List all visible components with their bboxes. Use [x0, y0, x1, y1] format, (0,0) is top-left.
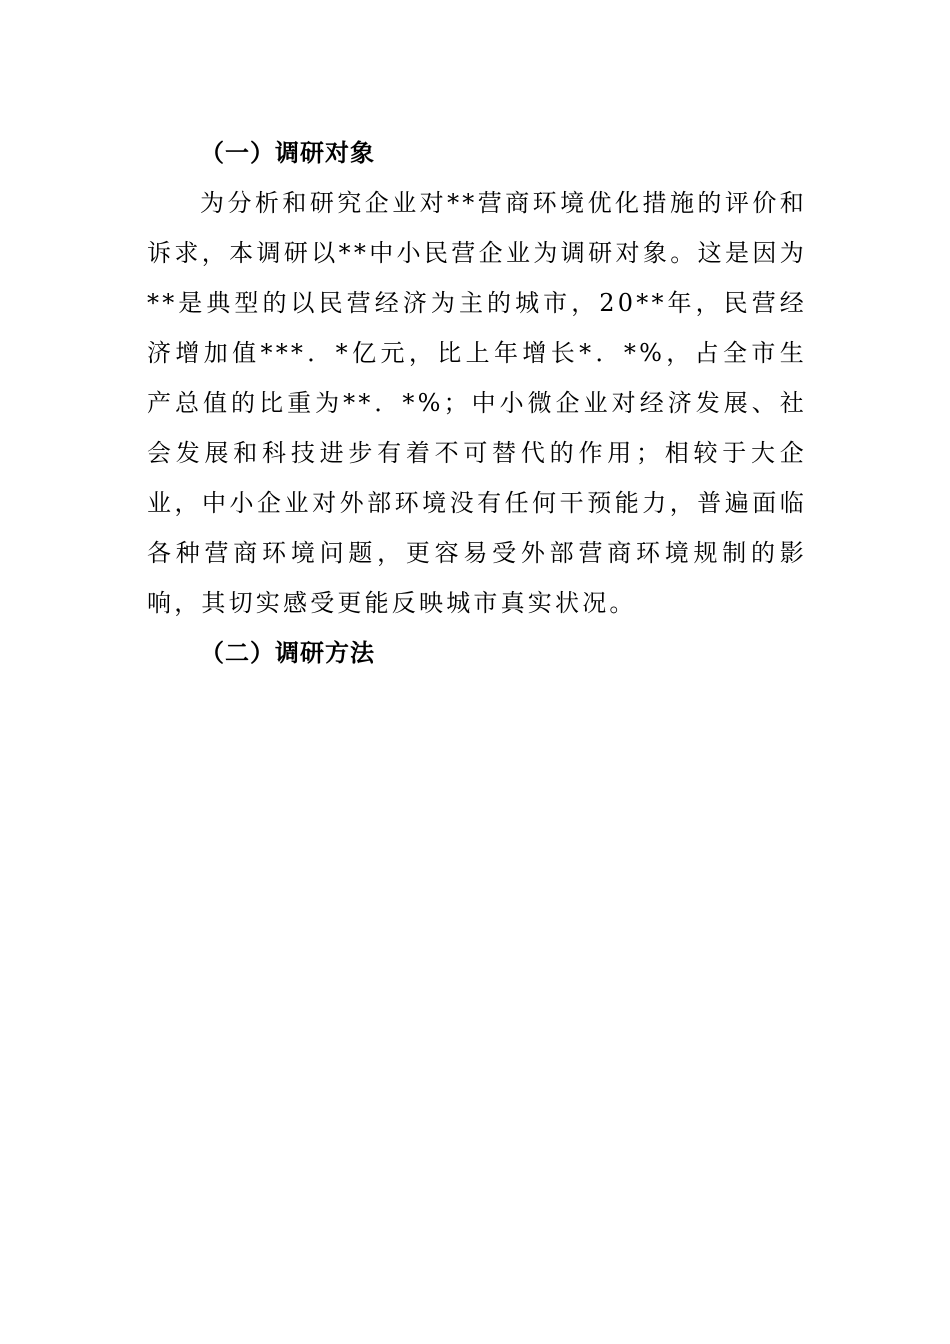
document-body: [147, 128, 807, 678]
section-heading-research-subject: （一）调研对象: [200, 139, 375, 167]
section-heading-research-method: （二）调研方法: [200, 639, 375, 667]
paragraph-research-subject: 为分析和研究企业对**营商环境优化措施的评价和诉求，本调研以**中小民营企业为调研对象。这是因为**是典型的以民营经济为主的城市，20**年，民营经济增加值***．*亿元，比上年增长*．*%，占全市生产总值的比重为**．*%；中小微企业对经济发展、社会发展和科技进步有着不可替代的作用；相较于大企业，中小企业对外部环境没有任何干预能力，普遍面临各种营商环境问题，更容易受外部营商环境规制的影响，其切实感受更能反映城市真实状况。: [147, 189, 807, 617]
